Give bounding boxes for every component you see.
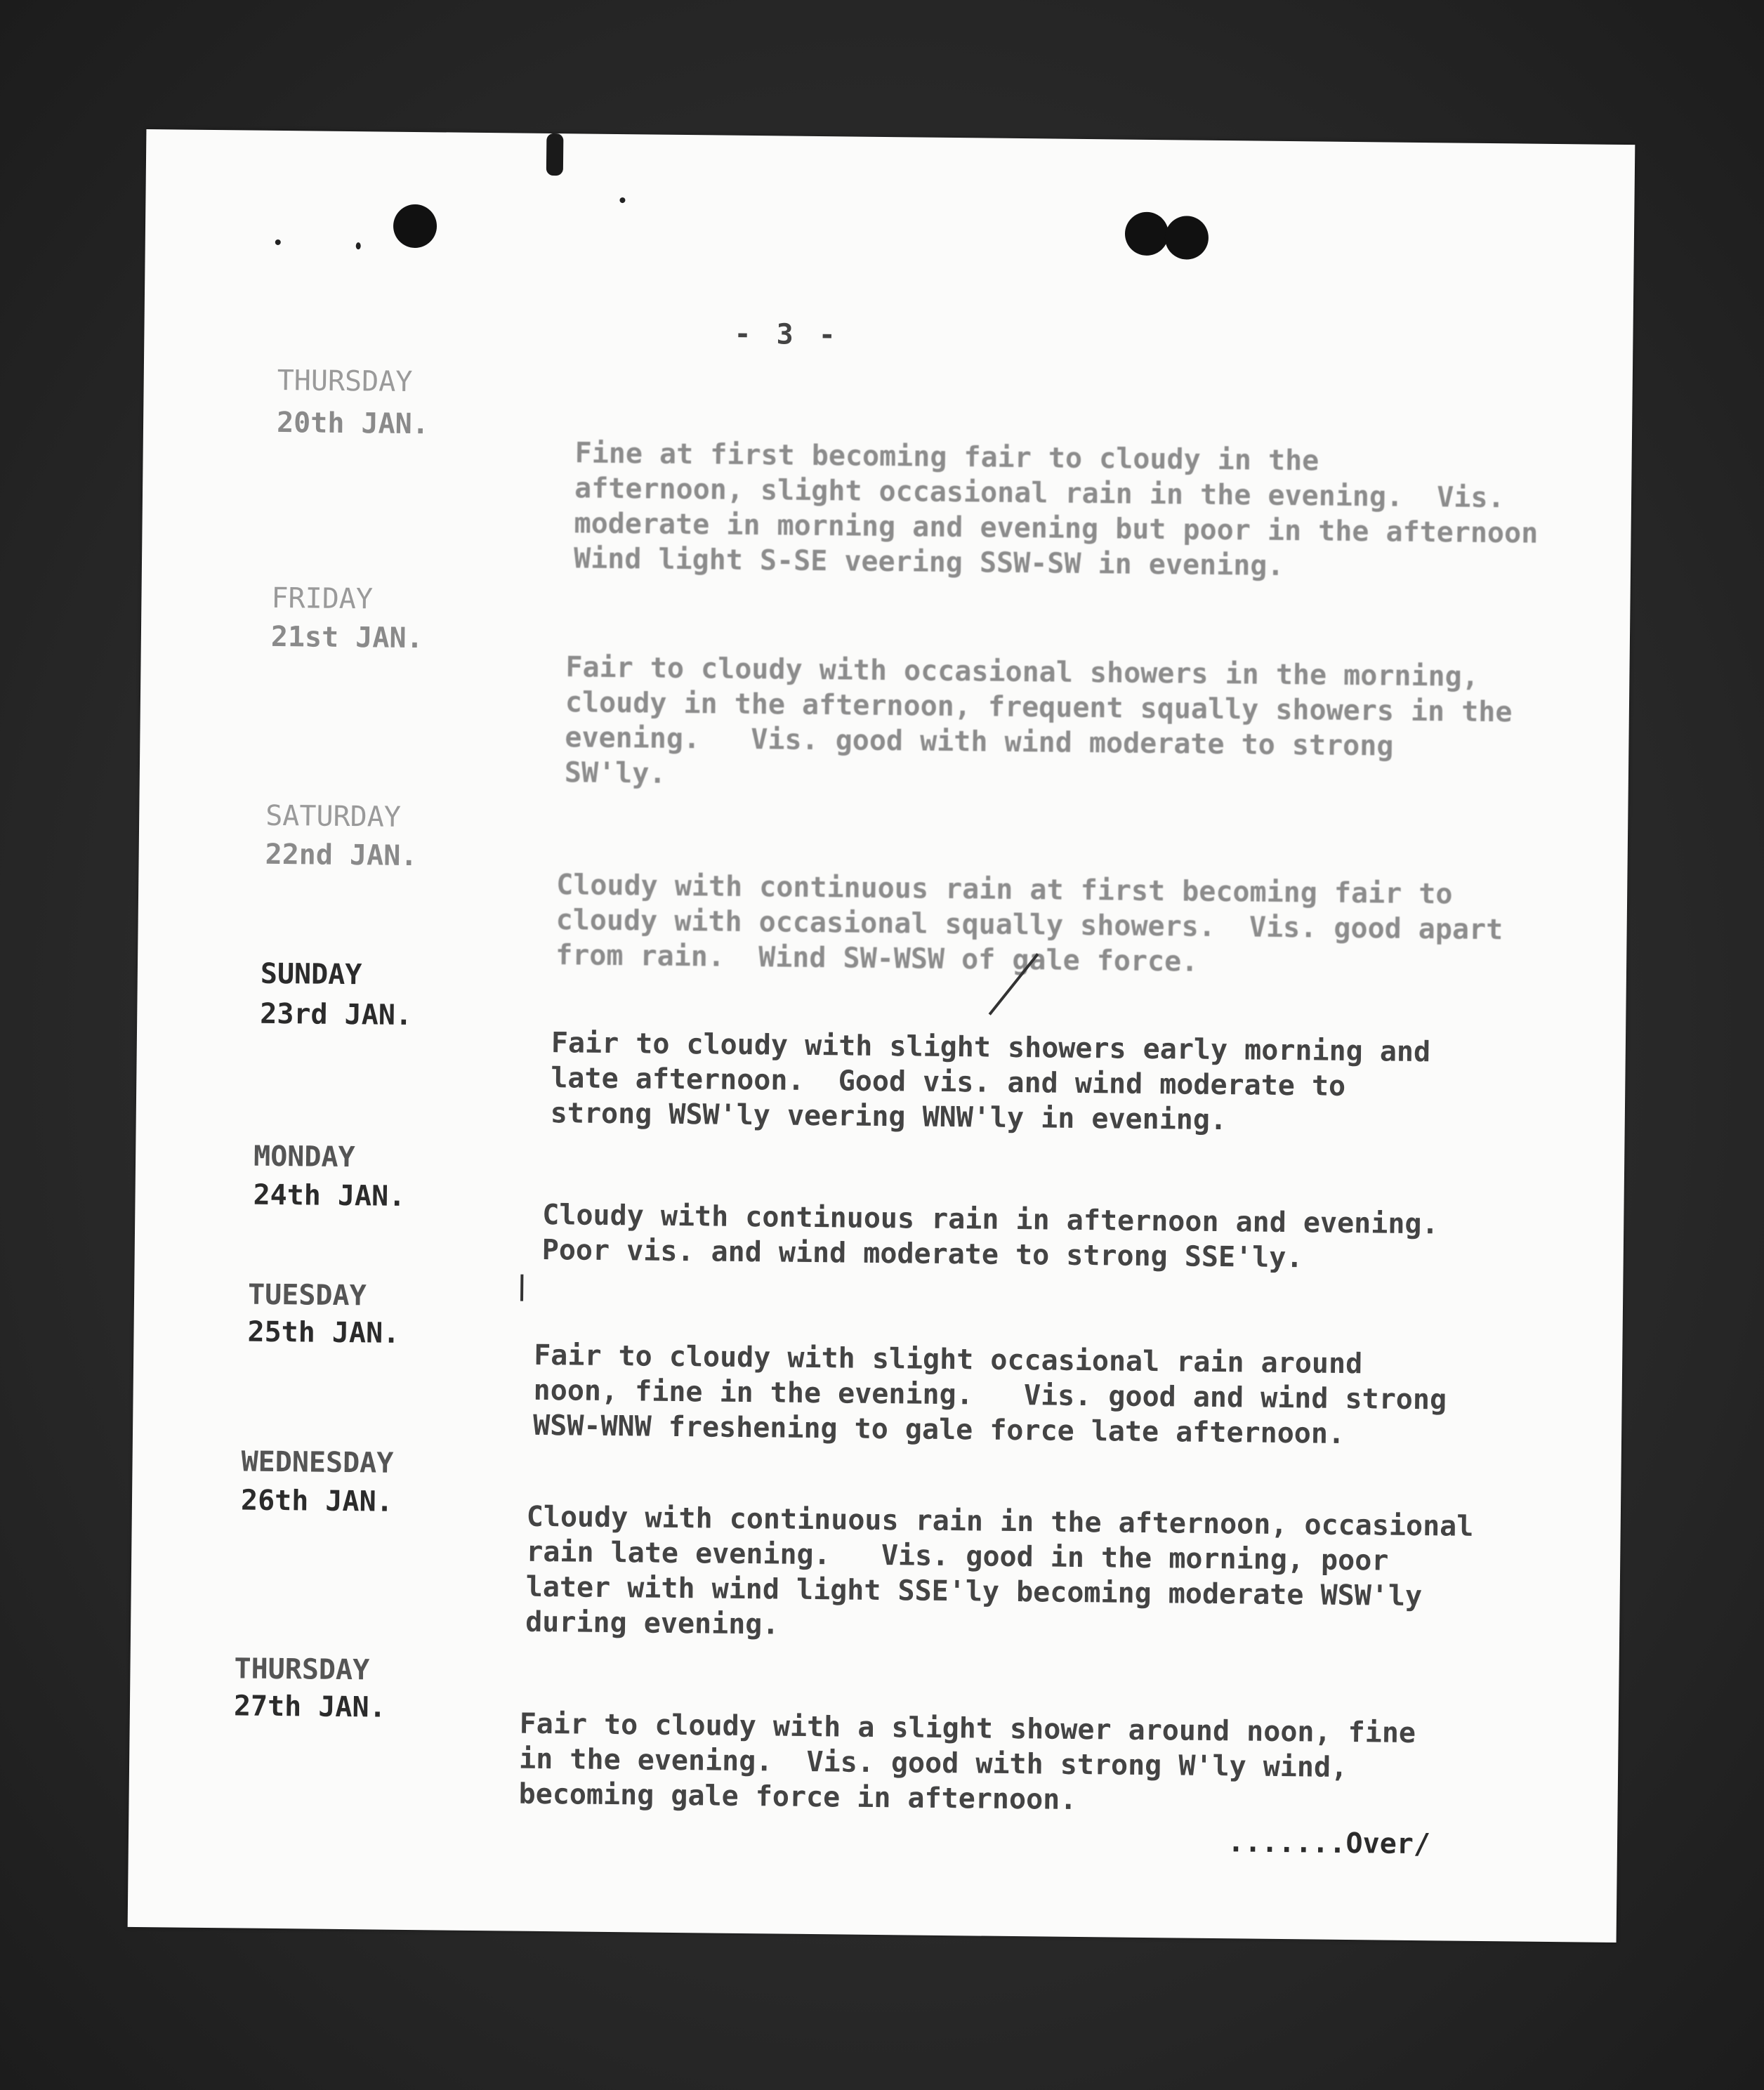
day-label: THURSDAY	[234, 1652, 370, 1687]
pen-mark	[520, 1275, 523, 1301]
forecast-line: Wind light S-SE veering SSW-SW in evening.	[573, 542, 1284, 582]
continuation-note: .......Over/	[1227, 1826, 1431, 1861]
forecast-line: Fair to cloudy with slight showers early morning and	[551, 1027, 1431, 1069]
date-label: 27th JAN.	[233, 1690, 386, 1724]
forecast-line: during evening.	[525, 1605, 779, 1641]
forecast-line: evening. Vis. good with wind moderate to strong	[565, 721, 1394, 763]
date-label: 22nd JAN.	[265, 838, 418, 873]
forecast-line: becoming gale force in afternoon.	[518, 1777, 1077, 1816]
day-label: FRIDAY	[271, 581, 374, 616]
forecast-line: in the evening. Vis. good with strong W'ly wind,	[518, 1742, 1348, 1785]
date-label: 24th JAN.	[253, 1178, 406, 1213]
forecast-line: Fine at first becoming fair to cloudy in the	[574, 437, 1319, 478]
forecast-line: Cloudy with continuous rain at first becoming fair to	[555, 869, 1453, 911]
forecast-line: Cloudy with continuous rain in afternoon and evening.	[542, 1198, 1439, 1241]
speck	[275, 239, 281, 245]
punch-hole	[393, 204, 437, 249]
forecast-line: from rain. Wind SW-WSW of gale force.	[555, 939, 1199, 978]
document-page	[128, 129, 1635, 1943]
day-label: TUESDAY	[247, 1278, 367, 1313]
date-label: 21st JAN.	[270, 620, 423, 655]
day-label: SUNDAY	[260, 957, 362, 992]
forecast-line: later with wind light SSE'ly becoming moderate WSW'ly	[525, 1570, 1423, 1613]
day-label: WEDNESDAY	[241, 1445, 394, 1480]
speck	[356, 242, 361, 249]
date-label: 23rd JAN.	[260, 997, 413, 1032]
forecast-line: afternoon, slight occasional rain in the evening. Vis.	[574, 472, 1505, 515]
tear-mark	[546, 133, 564, 176]
forecast-line: rain late evening. Vis. good in the morning, poor	[526, 1535, 1389, 1577]
punch-hole	[1125, 212, 1169, 256]
punch-hole	[1165, 216, 1209, 260]
forecast-line: late afternoon. Good vis. and wind moderate to	[551, 1062, 1346, 1103]
forecast-line: cloudy in the afternoon, frequent squally showers in the	[565, 686, 1513, 729]
forecast-line: moderate in morning and evening but poor in the afternoon	[574, 507, 1539, 550]
speck	[619, 197, 625, 203]
forecast-line: Fair to cloudy with occasional showers in the morning,	[565, 651, 1480, 693]
forecast-line: Fair to cloudy with slight occasional rain around	[533, 1339, 1363, 1381]
date-label: 25th JAN.	[247, 1315, 400, 1350]
forecast-line: cloudy with occasional squally showers. Vis. good apart	[555, 904, 1503, 947]
forecast-line: Fair to cloudy with a slight shower around noon, fine	[519, 1707, 1416, 1750]
date-label: 20th JAN.	[276, 406, 430, 441]
forecast-line: Cloudy with continuous rain in the afternoon, occasional	[526, 1500, 1474, 1543]
forecast-line: WSW-WNW freshening to gale force late afternoon.	[532, 1409, 1345, 1450]
day-label: MONDAY	[253, 1140, 355, 1174]
forecast-line: SW'ly.	[564, 756, 666, 790]
page-number: - 3 -	[734, 317, 841, 352]
forecast-line: strong WSW'ly veering WNW'ly in evening.	[550, 1097, 1227, 1137]
day-label: THURSDAY	[277, 364, 413, 398]
day-label: SATURDAY	[265, 799, 402, 834]
forecast-line: noon, fine in the evening. Vis. good and wind strong	[533, 1374, 1447, 1417]
forecast-line: Poor vis. and wind moderate to strong SSE'ly.	[541, 1233, 1303, 1275]
date-label: 26th JAN.	[240, 1484, 394, 1518]
